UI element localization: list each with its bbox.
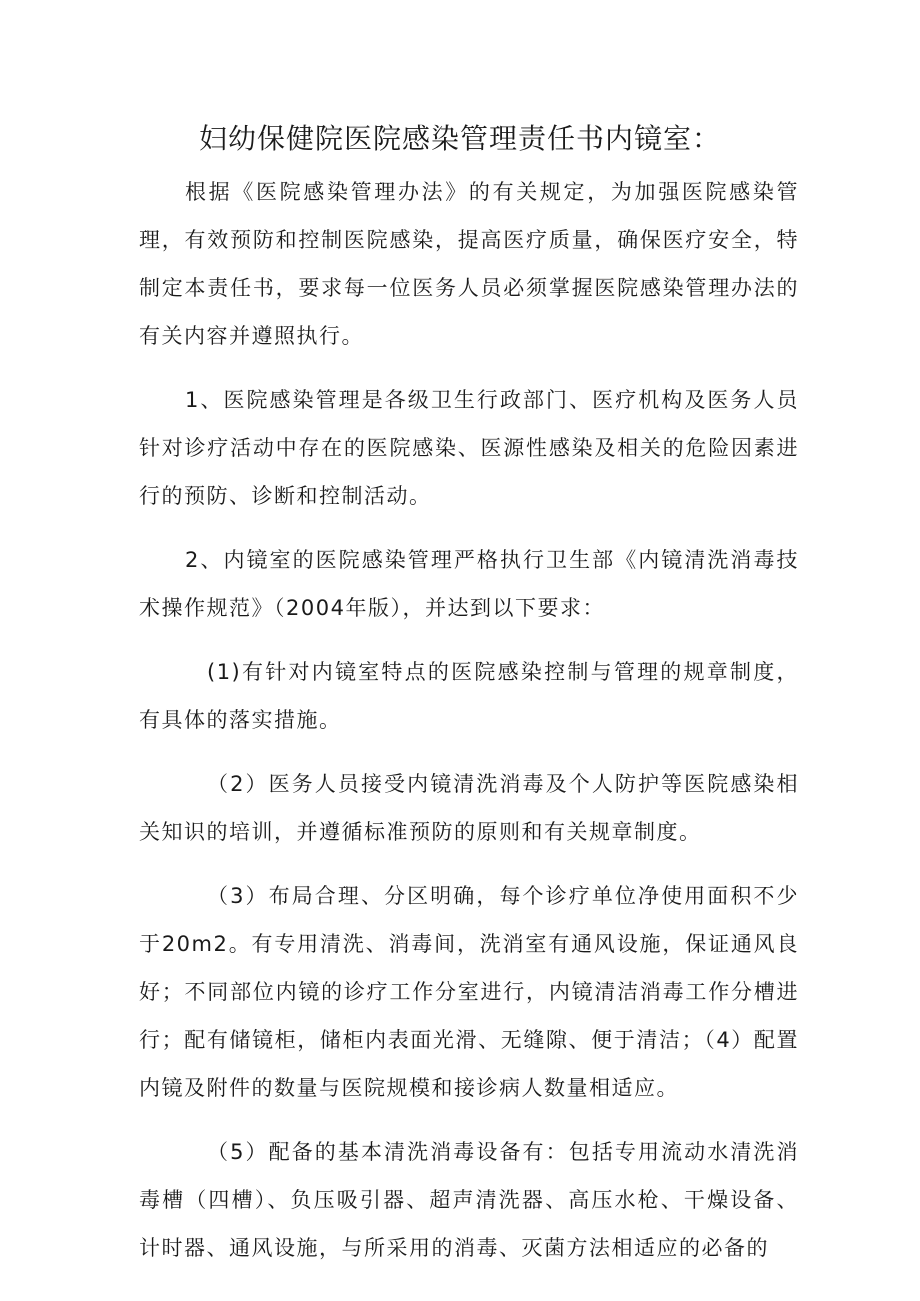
- intro-paragraph: 根据《医院感染管理办法》的有关规定，为加强医院感染管理，有效预防和控制医院感染，提高医疗质量，确保医疗安全，特制定本责任书，要求每一位医务人员必须掌握医院感染管理办法的有关内容并遵照执行。: [139, 180, 799, 348]
- clause-2-paragraph: 2、内镜室的医院感染管理严格执行卫生部《内镜清洗消毒技术操作规范》（2004年版），并达到以下要求：: [139, 548, 799, 620]
- requirement-2-paragraph: （2）医务人员接受内镜清洗消毒及个人防护等医院感染相关知识的培训，并遵循标准预防的原则和有关规章制度。: [139, 772, 799, 844]
- document-body: [139, 168, 799, 1288]
- requirement-3-4-paragraph: （3）布局合理、分区明确，每个诊疗单位净使用面积不少于20m2。有专用清洗、消毒间，洗消室有通风设施，保证通风良好；不同部位内镜的诊疗工作分室进行，内镜清洁消毒工作分槽进行；配有储镜柜，储柜内表面光滑、无缝隙、便于清洁；（4）配置内镜及附件的数量与医院规模和接诊病人数量相适应。: [139, 884, 799, 1100]
- requirement-1-paragraph: (1)有针对内镜室特点的医院感染控制与管理的规章制度，有具体的落实措施。: [139, 660, 799, 732]
- document-title: 妇幼保健院医院感染管理责任书内镜室：: [198, 122, 721, 155]
- clause-1-paragraph: 1、医院感染管理是各级卫生行政部门、医疗机构及医务人员针对诊疗活动中存在的医院感染、医源性感染及相关的危险因素进行的预防、诊断和控制活动。: [139, 388, 799, 508]
- requirement-5-paragraph: （5）配备的基本清洗消毒设备有：包括专用流动水清洗消毒槽（四槽）、负压吸引器、超声清洗器、高压水枪、干燥设备、计时器、通风设施，与所采用的消毒、灭菌方法相适应的必备的: [139, 1140, 799, 1260]
